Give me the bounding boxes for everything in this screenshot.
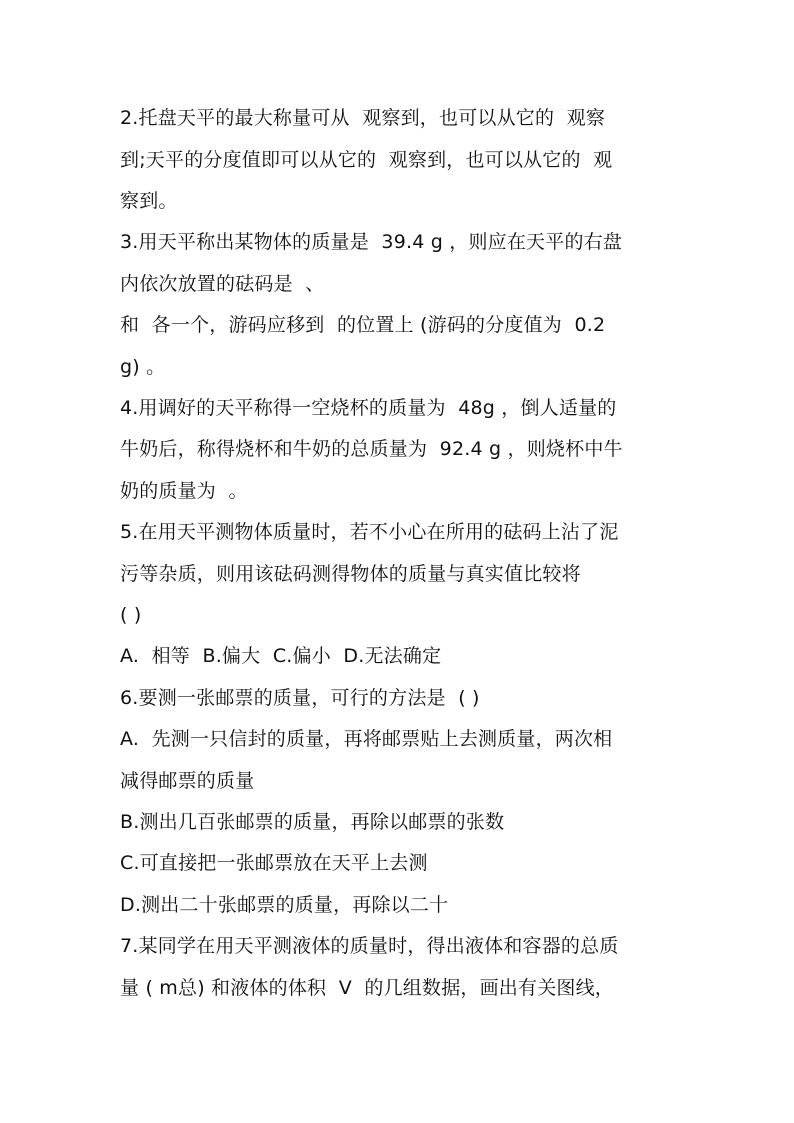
text-line: A. 相等 B.偏大 C.偏小 D.无法确定 xyxy=(120,645,442,667)
text-line: B.测出几百张邮票的质量，再除以邮票的张数 xyxy=(120,811,505,833)
text-line: 6.要测一张邮票的质量，可行的方法是 ( ) xyxy=(120,687,480,709)
text-line: C.可直接把一张邮票放在天平上去测 xyxy=(120,852,428,874)
text-line: 5.在用天平测物体质量时，若不小心在所用的砝码上沾了泥 xyxy=(120,521,619,543)
text-line: 到;天平的分度值即可以从它的 观察到，也可以从它的 观 xyxy=(120,149,613,171)
text-line: A. 先测一只信封的质量，再将邮票贴上去测质量，两次相 xyxy=(120,728,613,750)
text-line: 奶的质量为 。 xyxy=(120,480,248,502)
text-line: 污等杂质，则用该砝码测得物体的质量与真实值比较将 xyxy=(120,563,581,585)
text-line: 量 ( m总) 和液体的体积 V 的几组数据，画出有关图线， xyxy=(120,977,615,999)
text-line: D.测出二十张邮票的质量，再除以二十 xyxy=(120,894,449,916)
text-line: 和 各一个，游码应移到 的位置上 (游码的分度值为 0.2 xyxy=(120,314,606,336)
text-line: 减得邮票的质量 xyxy=(120,770,255,792)
text-line: ( ) xyxy=(120,604,142,626)
text-line: g) 。 xyxy=(120,356,166,378)
text-line: 3.用天平称出某物体的质量是 39.4 g ，则应在天平的右盘 xyxy=(120,231,623,253)
text-line: 牛奶后，称得烧杯和牛奶的总质量为 92.4 g ，则烧杯中牛 xyxy=(120,438,623,460)
text-line: 2.托盘天平的最大称量可从 观察到，也可以从它的 观察 xyxy=(120,107,606,129)
text-line: 内依次放置的砝码是 、 xyxy=(120,273,325,295)
text-line: 7.某同学在用天平测液体的质量时，得出液体和容器的总质 xyxy=(120,935,619,957)
text-line: 察到。 xyxy=(120,190,178,212)
text-line: 4.用调好的天平称得一空烧杯的质量为 48g ，倒人适量的 xyxy=(120,397,617,419)
